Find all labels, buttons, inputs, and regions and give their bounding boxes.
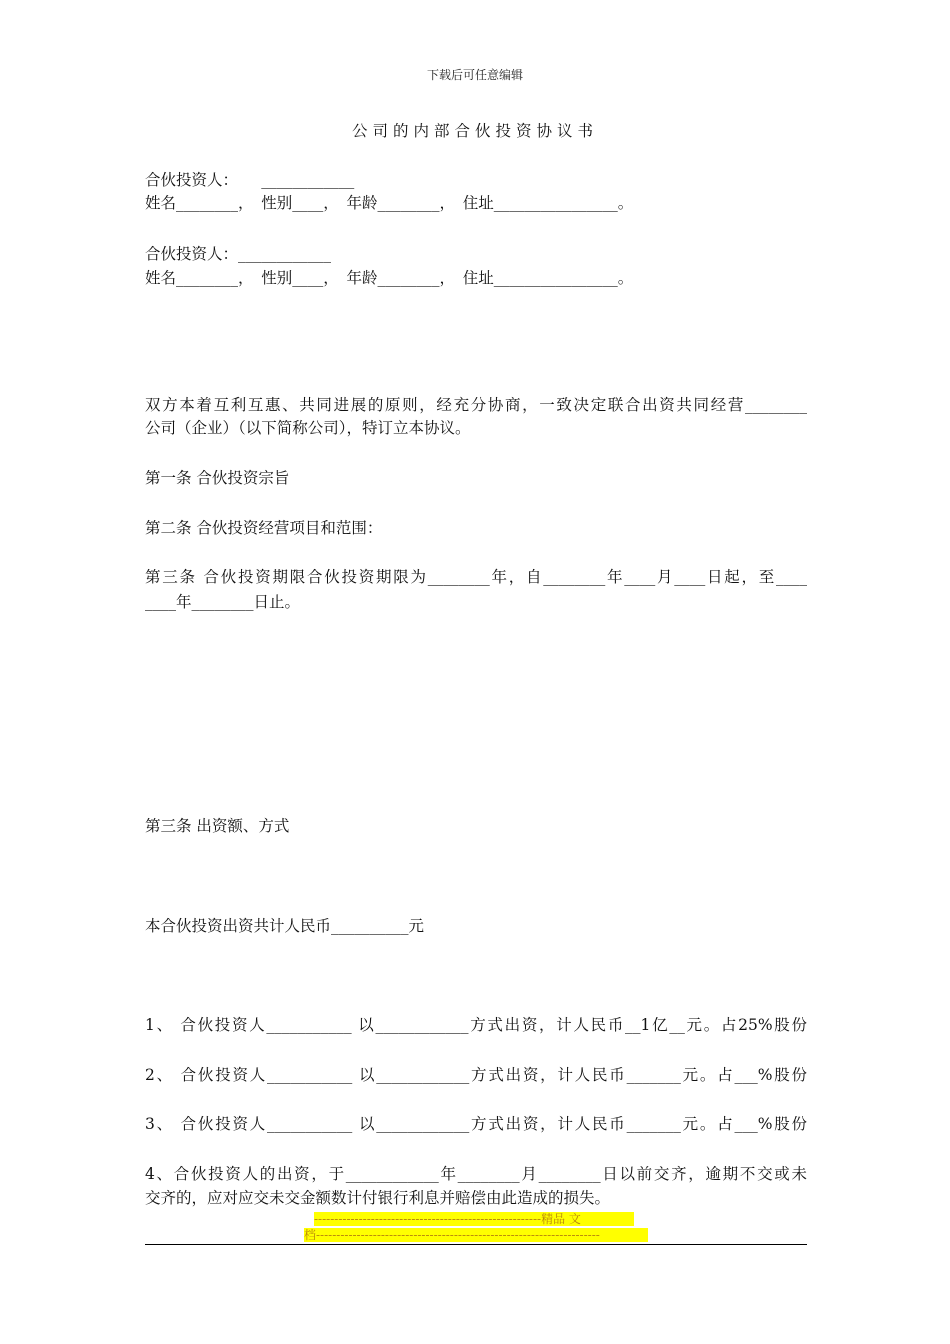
partner1-details: 姓名________， 性别____， 年龄________， 住址________________。 (145, 194, 634, 212)
article2-heading: 第二条 合伙投资经营项目和范围： (145, 519, 383, 537)
article3-term-line2: ____年________日止。 (145, 593, 301, 611)
footer-rule (145, 1244, 807, 1245)
capital-item-2: 2、 合伙投资人___________ 以____________方式出资，计人民币_______元。占___%股份 (145, 1066, 807, 1084)
article3-capital-heading: 第三条 出资额、方式 (145, 817, 290, 835)
footer-highlight-line1: --------------------------------------------------------精品 文 (314, 1212, 634, 1226)
total-capital: 本合伙投资出资共计人民币__________元 (145, 917, 425, 935)
intro-line2: 公司（企业）（以下简称公司），特订立本协议。 (145, 419, 471, 437)
intro-line1: 双方本着互利互惠、共同进展的原则，经充分协商，一致决定联合出资共同经营________ (145, 396, 807, 414)
capital-item-1: 1、 合伙投资人___________ 以____________方式出资，计人民币__1亿__元。占25%股份 (145, 1016, 807, 1034)
capital-item-3: 3、 合伙投资人___________ 以____________方式出资，计人民币_______元。占___%股份 (145, 1115, 807, 1133)
header-note: 下载后可任意编辑 (426, 68, 523, 82)
partner2-label: 合伙投资人：____________ (145, 245, 332, 263)
partner2-details: 姓名________， 性别____， 年龄________， 住址________________。 (145, 269, 634, 287)
article3-term-line1: 第三条 合伙投资期限合伙投资期限为________年，自________年____月____日起，至____ (145, 568, 807, 586)
partner1-label: 合伙投资人： ____________ (145, 171, 355, 189)
article1-heading: 第一条 合伙投资宗旨 (145, 469, 290, 487)
document-title: 公司的内部合伙投资协议书 (351, 122, 598, 140)
footer-highlight-line2: 档---------------------------------------------------------------------- (304, 1228, 648, 1242)
item4-line2: 交齐的，应对应交未交金额数计付银行利息并赔偿由此造成的损失。 (145, 1189, 611, 1207)
item4-line1: 4、合伙投资人的出资，于____________年________月________日以前交齐，逾期不交或未 (145, 1165, 807, 1183)
